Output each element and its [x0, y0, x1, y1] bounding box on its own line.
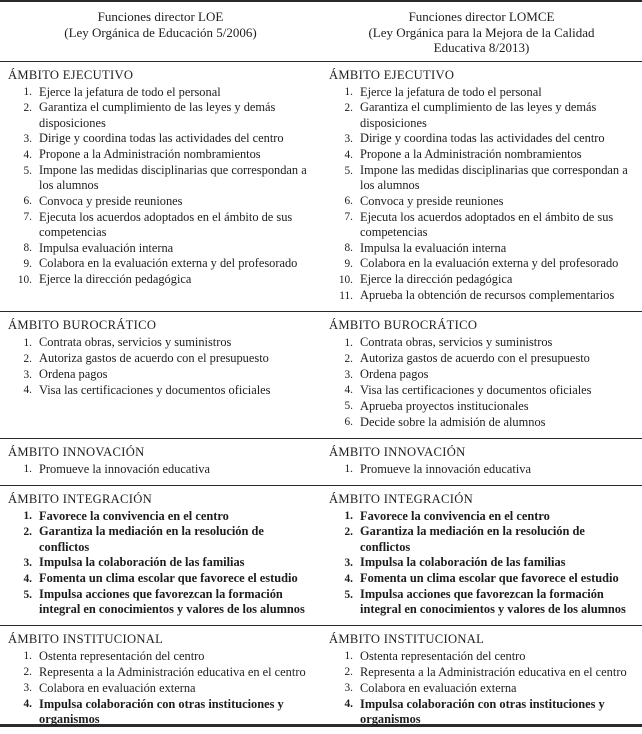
table-body [0, 61, 642, 734]
item-text: Impulsa la colaboración de las familias [39, 555, 307, 571]
item-number: 6. [329, 194, 353, 210]
list-item [8, 665, 307, 681]
item-text: Ejerce la dirección pedagógica [39, 272, 307, 288]
section-cell-right [321, 491, 642, 618]
list-item [8, 462, 307, 478]
list-item [8, 100, 307, 131]
item-text: Colabora en la evaluación externa y del profesorado [39, 256, 307, 272]
list-item [8, 383, 307, 399]
item-number: 3. [8, 367, 32, 383]
function-list [8, 462, 307, 478]
item-text: Favorece la convivencia en el centro [360, 509, 628, 525]
item-text: Representa a la Administración educativa en el centro [360, 665, 628, 681]
section-title: ÁMBITO INSTITUCIONAL [329, 631, 628, 648]
item-text: Impulsa acciones que favorezcan la formación integral en conocimientos y valores de los alumnos [360, 587, 628, 618]
section-title: ÁMBITO EJECUTIVO [8, 67, 307, 84]
section-cell-left [0, 631, 321, 728]
list-item [329, 85, 628, 101]
function-list [329, 649, 628, 728]
list-item [8, 681, 307, 697]
list-item [8, 351, 307, 367]
section-title: ÁMBITO BUROCRÁTICO [8, 317, 307, 334]
list-item [329, 147, 628, 163]
item-text: Garantiza el cumplimiento de las leyes y demás disposiciones [39, 100, 307, 131]
list-item [8, 131, 307, 147]
item-number: 7. [329, 210, 353, 241]
list-item [329, 524, 628, 555]
list-item [329, 571, 628, 587]
list-item [329, 383, 628, 399]
item-number: 2. [8, 524, 32, 555]
table-header-row [0, 2, 642, 61]
list-item [329, 555, 628, 571]
item-number: 5. [8, 587, 32, 618]
item-text: Favorece la convivencia en el centro [39, 509, 307, 525]
item-number: 1. [8, 649, 32, 665]
list-item [329, 697, 628, 728]
item-text: Autoriza gastos de acuerdo con el presupuesto [360, 351, 628, 367]
item-number: 4. [329, 383, 353, 399]
column-header-loe [0, 7, 321, 56]
item-number: 1. [329, 509, 353, 525]
item-text: Ejecuta los acuerdos adoptados en el ámbito de sus competencias [360, 210, 628, 241]
section-title: ÁMBITO EJECUTIVO [329, 67, 628, 84]
item-text: Impulsa colaboración con otras instituciones y organismos [360, 697, 628, 728]
list-item [329, 131, 628, 147]
item-number: 4. [329, 571, 353, 587]
function-list [8, 649, 307, 728]
section-title: ÁMBITO BUROCRÁTICO [329, 317, 628, 334]
list-item [8, 335, 307, 351]
item-number: 5. [8, 163, 32, 194]
item-text: Ordena pagos [360, 367, 628, 383]
list-item [329, 367, 628, 383]
item-number: 1. [8, 335, 32, 351]
item-text: Impulsa evaluación interna [39, 241, 307, 257]
column-subtitle-loe: (Ley Orgánica de Educación 5/2006) [26, 25, 295, 41]
item-number: 6. [329, 415, 353, 431]
column-title-loe: Funciones director LOE [26, 9, 295, 25]
list-item [8, 697, 307, 728]
function-list [8, 509, 307, 618]
item-number: 9. [329, 256, 353, 272]
item-number: 5. [329, 587, 353, 618]
item-number: 2. [8, 351, 32, 367]
item-number: 7. [8, 210, 32, 241]
list-item [329, 163, 628, 194]
item-number: 9. [8, 256, 32, 272]
item-text: Impone las medidas disciplinarias que correspondan a los alumnos [360, 163, 628, 194]
list-item [8, 571, 307, 587]
item-number: 2. [329, 665, 353, 681]
function-list [329, 509, 628, 618]
item-number: 5. [329, 163, 353, 194]
section-cell-right [321, 631, 642, 728]
item-number: 6. [8, 194, 32, 210]
function-list [329, 335, 628, 430]
item-text: Visa las certificaciones y documentos oficiales [39, 383, 307, 399]
list-item [329, 194, 628, 210]
section-cell-left [0, 444, 321, 478]
list-item [8, 194, 307, 210]
item-text: Promueve la innovación educativa [360, 462, 628, 478]
item-number: 1. [329, 85, 353, 101]
item-text: Garantiza el cumplimiento de las leyes y demás disposiciones [360, 100, 628, 131]
function-list [329, 85, 628, 305]
function-list [329, 462, 628, 478]
item-text: Promueve la innovación educativa [39, 462, 307, 478]
list-item [8, 272, 307, 288]
list-item [8, 649, 307, 665]
item-number: 3. [329, 555, 353, 571]
item-text: Contrata obras, servicios y suministros [39, 335, 307, 351]
item-number: 3. [8, 681, 32, 697]
item-number: 5. [329, 399, 353, 415]
list-item [8, 367, 307, 383]
column-header-lomce [321, 7, 642, 56]
list-item [8, 524, 307, 555]
item-number: 2. [329, 100, 353, 131]
column-title-lomce: Funciones director LOMCE [347, 9, 616, 25]
item-text: Propone a la Administración nombramientos [360, 147, 628, 163]
item-text: Visa las certificaciones y documentos oficiales [360, 383, 628, 399]
section-cell-right [321, 317, 642, 430]
item-number: 2. [329, 351, 353, 367]
column-subtitle-lomce: (Ley Orgánica para la Mejora de la Calidad Educativa 8/2013) [347, 25, 616, 56]
list-item [8, 147, 307, 163]
section-row [0, 438, 642, 485]
item-number: 8. [8, 241, 32, 257]
item-text: Convoca y preside reuniones [360, 194, 628, 210]
item-number: 1. [8, 509, 32, 525]
section-title: ÁMBITO INTEGRACIÓN [8, 491, 307, 508]
item-number: 3. [329, 131, 353, 147]
item-text: Fomenta un clima escolar que favorece el estudio [39, 571, 307, 587]
list-item [329, 462, 628, 478]
item-text: Autoriza gastos de acuerdo con el presupuesto [39, 351, 307, 367]
list-item [329, 415, 628, 431]
item-text: Colabora en la evaluación externa y del profesorado [360, 256, 628, 272]
list-item [329, 100, 628, 131]
section-row [0, 61, 642, 312]
section-cell-right [321, 67, 642, 305]
list-item [329, 399, 628, 415]
section-cell-left [0, 317, 321, 430]
item-text: Impulsa la colaboración de las familias [360, 555, 628, 571]
section-cell-left [0, 491, 321, 618]
item-text: Colabora en evaluación externa [360, 681, 628, 697]
item-text: Ostenta representación del centro [39, 649, 307, 665]
item-text: Colabora en evaluación externa [39, 681, 307, 697]
item-text: Ejerce la jefatura de todo el personal [360, 85, 628, 101]
item-text: Garantiza la mediación en la resolución de conflictos [39, 524, 307, 555]
item-text: Ejecuta los acuerdos adoptados en el ámbito de sus competencias [39, 210, 307, 241]
item-number: 4. [329, 147, 353, 163]
section-title: ÁMBITO INNOVACIÓN [329, 444, 628, 461]
list-item [329, 256, 628, 272]
item-text: Fomenta un clima escolar que favorece el estudio [360, 571, 628, 587]
list-item [329, 649, 628, 665]
list-item [8, 241, 307, 257]
list-item [8, 555, 307, 571]
item-text: Aprueba la obtención de recursos complementarios [360, 288, 628, 304]
item-text: Propone a la Administración nombramientos [39, 147, 307, 163]
item-number: 1. [329, 649, 353, 665]
item-text: Convoca y preside reuniones [39, 194, 307, 210]
item-text: Ordena pagos [39, 367, 307, 383]
list-item [329, 587, 628, 618]
item-text: Ejerce la jefatura de todo el personal [39, 85, 307, 101]
list-item [329, 272, 628, 288]
list-item [8, 509, 307, 525]
item-number: 1. [329, 335, 353, 351]
item-number: 11. [329, 288, 353, 304]
function-list [8, 85, 307, 289]
item-text: Impone las medidas disciplinarias que correspondan a los alumnos [39, 163, 307, 194]
item-number: 3. [329, 681, 353, 697]
list-item [329, 351, 628, 367]
item-number: 2. [8, 100, 32, 131]
list-item [329, 681, 628, 697]
item-number: 8. [329, 241, 353, 257]
item-number: 4. [8, 571, 32, 587]
section-row [0, 485, 642, 625]
section-title: ÁMBITO INSTITUCIONAL [8, 631, 307, 648]
item-number: 4. [8, 383, 32, 399]
item-text: Impulsa la evaluación interna [360, 241, 628, 257]
item-number: 2. [8, 665, 32, 681]
list-item [329, 210, 628, 241]
item-text: Decide sobre la admisión de alumnos [360, 415, 628, 431]
item-number: 1. [8, 85, 32, 101]
item-text: Impulsa acciones que favorezcan la formación integral en conocimientos y valores de los alumnos [39, 587, 307, 618]
item-text: Contrata obras, servicios y suministros [360, 335, 628, 351]
item-text: Garantiza la mediación en la resolución de conflictos [360, 524, 628, 555]
section-row [0, 625, 642, 734]
section-title: ÁMBITO INNOVACIÓN [8, 444, 307, 461]
item-number: 4. [8, 147, 32, 163]
item-text: Dirige y coordina todas las actividades del centro [360, 131, 628, 147]
section-row [0, 311, 642, 437]
item-text: Dirige y coordina todas las actividades del centro [39, 131, 307, 147]
item-number: 1. [8, 462, 32, 478]
list-item [329, 509, 628, 525]
item-text: Ejerce la dirección pedagógica [360, 272, 628, 288]
item-number: 1. [329, 462, 353, 478]
item-number: 3. [8, 131, 32, 147]
list-item [329, 288, 628, 304]
item-number: 4. [8, 697, 32, 728]
section-cell-right [321, 444, 642, 478]
item-number: 10. [8, 272, 32, 288]
list-item [329, 665, 628, 681]
item-number: 3. [8, 555, 32, 571]
item-number: 3. [329, 367, 353, 383]
item-number: 10. [329, 272, 353, 288]
item-text: Ostenta representación del centro [360, 649, 628, 665]
list-item [329, 241, 628, 257]
list-item [8, 587, 307, 618]
section-title: ÁMBITO INTEGRACIÓN [329, 491, 628, 508]
list-item [8, 85, 307, 101]
list-item [8, 210, 307, 241]
list-item [8, 163, 307, 194]
item-text: Impulsa colaboración con otras instituciones y organismos [39, 697, 307, 728]
list-item [8, 256, 307, 272]
section-cell-left [0, 67, 321, 305]
list-item [329, 335, 628, 351]
function-list [8, 335, 307, 399]
item-number: 2. [329, 524, 353, 555]
item-text: Representa a la Administración educativa en el centro [39, 665, 307, 681]
item-number: 4. [329, 697, 353, 728]
item-text: Aprueba proyectos institucionales [360, 399, 628, 415]
